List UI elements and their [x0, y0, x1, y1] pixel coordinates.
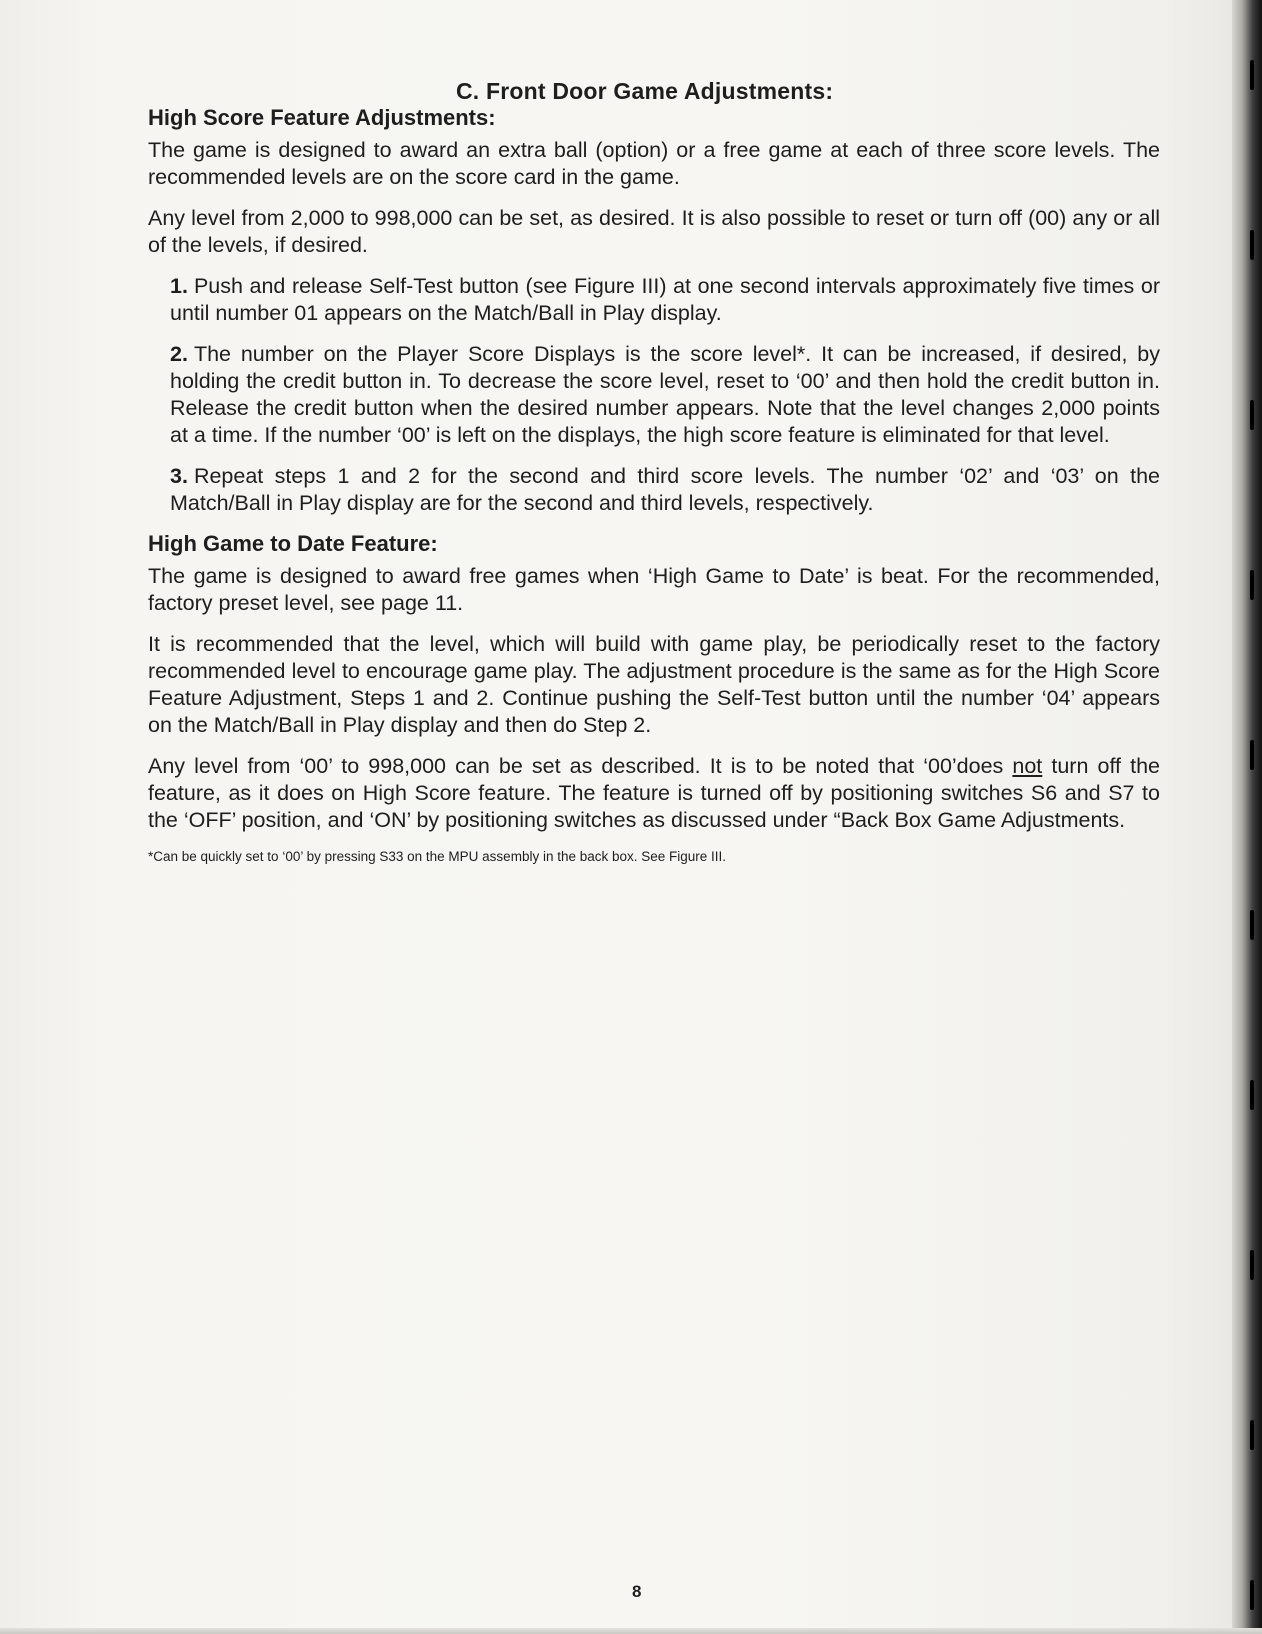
step-text: Push and release Self-Test button (see Figure III) at one second intervals approximately five times or until number 01 appears on the Match/Ball in Play display.	[170, 274, 1160, 325]
paragraph-text: turn off the feature, as it does on High Score feature. The feature is turned off by positioning switches S6 and S7 to the ‘OFF’ position, and ‘ON’ by positioning switches as discussed under “Back Box Game Adjustments.	[148, 754, 1160, 832]
step-item	[170, 273, 1160, 327]
step-text: Repeat steps 1 and 2 for the second and third score levels. The number ‘02’ and ‘03’ on the Match/Ball in Play display are for the second and third levels, respectively.	[170, 464, 1160, 515]
page-number: 8	[632, 1582, 642, 1601]
footnote: *Can be quickly set to ‘00’ by pressing S33 on the MPU assembly in the back box. See Figure III.	[148, 849, 727, 864]
binding-hole	[1250, 230, 1254, 260]
step-item	[170, 341, 1160, 449]
binding-hole	[1250, 1420, 1254, 1450]
high-score-paragraph: Any level from 2,000 to 998,000 can be set, as desired. It is also possible to reset or turn off (00) any or all of the levels, if desired.	[148, 206, 1160, 257]
step-item	[170, 463, 1160, 517]
high-score-paragraph: The game is designed to award an extra ball (option) or a free game at each of three score levels. The recommended levels are on the score card in the game.	[148, 138, 1160, 189]
step-text: The number on the Player Score Displays is the score level*. It can be increased, if desired, by holding the credit button in. To decrease the score level, reset to ‘00’ and then hold the credit button in. Release the credit button when the desired number appears. Note that the level changes 2,000 points at a time. If the number ‘00’ is left on the displays, the high score feature is eliminated for that level.	[170, 342, 1160, 447]
high-game-paragraph: The game is designed to award free games when ‘High Game to Date’ is beat. For the recommended, factory preset level, see page 11.	[148, 564, 1160, 615]
binding-hole	[1250, 1580, 1254, 1610]
step-number: 2.	[170, 342, 188, 366]
spiral-binding	[1232, 0, 1262, 1634]
high-game-paragraph: It is recommended that the level, which will build with game play, be periodically reset to the factory recommended level to encourage game play. The adjustment procedure is the same as for the High Score Feature Adjustment, Steps 1 and 2. Continue pushing the Self-Test button until the number ‘04’ appears on the Match/Ball in Play display and then do Step 2.	[148, 632, 1160, 737]
binding-hole	[1250, 1080, 1254, 1110]
binding-hole	[1250, 740, 1254, 770]
page-bottom-edge	[0, 1628, 1262, 1634]
underlined-word: not	[1012, 754, 1043, 778]
high-game-heading: High Game to Date Feature:	[148, 531, 438, 556]
binding-hole	[1250, 400, 1254, 430]
high-game-paragraph	[148, 753, 1160, 834]
page-content	[148, 78, 1160, 866]
section-title: C. Front Door Game Adjustments:	[456, 78, 834, 104]
high-score-heading: High Score Feature Adjustments:	[148, 105, 496, 130]
binding-hole	[1250, 1250, 1254, 1280]
binding-hole	[1250, 60, 1254, 90]
paragraph-text: Any level from ‘00’ to 998,000 can be set as described. It is to be noted that ‘00’does	[148, 754, 1013, 778]
step-number: 3.	[170, 464, 188, 488]
binding-hole	[1250, 570, 1254, 600]
step-number: 1.	[170, 274, 188, 298]
binding-hole	[1250, 910, 1254, 940]
